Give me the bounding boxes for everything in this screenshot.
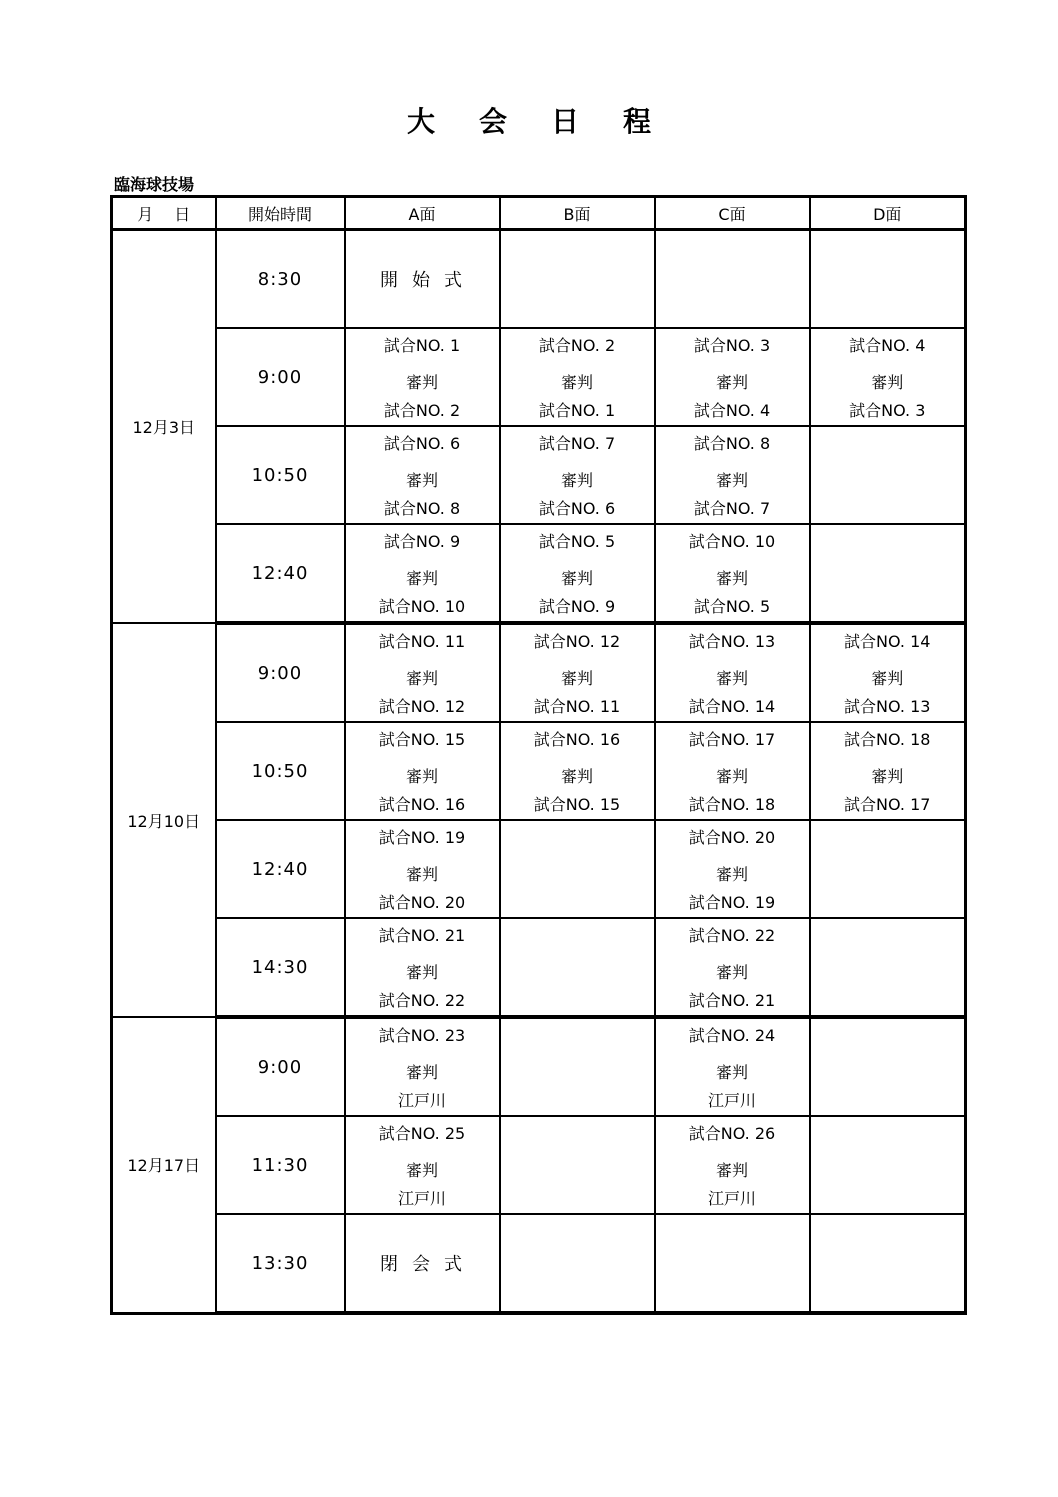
match-number: 試合NO. 22 bbox=[688, 926, 776, 945]
empty-court-cell bbox=[655, 230, 810, 329]
referee-assignment: 試合NO. 4 bbox=[693, 401, 771, 420]
match-number: 試合NO. 1 bbox=[383, 336, 461, 355]
header-court-b: B面 bbox=[500, 197, 655, 230]
court-cell bbox=[345, 1116, 500, 1214]
referee-label: 審判 bbox=[405, 668, 438, 688]
header-row bbox=[112, 197, 966, 230]
referee-assignment: 試合NO. 18 bbox=[688, 795, 776, 814]
referee-assignment: 試合NO. 7 bbox=[693, 499, 771, 518]
match-number: 試合NO. 25 bbox=[378, 1124, 466, 1143]
schedule-row bbox=[112, 722, 966, 820]
title-char: 程 bbox=[623, 105, 652, 138]
match-block bbox=[656, 1117, 809, 1213]
match-number: 試合NO. 9 bbox=[383, 532, 461, 551]
header-court-a: A面 bbox=[345, 197, 500, 230]
referee-label: 審判 bbox=[405, 470, 438, 490]
court-cell bbox=[500, 524, 655, 623]
referee-label: 審判 bbox=[560, 470, 593, 490]
referee-label: 審判 bbox=[715, 470, 748, 490]
ceremony-char: 会 bbox=[412, 1254, 432, 1275]
start-time-cell: 9:00 bbox=[216, 623, 345, 722]
empty-court-cell bbox=[500, 820, 655, 918]
match-number: 試合NO. 4 bbox=[849, 336, 926, 355]
header-court-d: D面 bbox=[810, 197, 966, 230]
empty-court-cell bbox=[500, 1116, 655, 1214]
match-block bbox=[656, 329, 809, 425]
match-number: 試合NO. 18 bbox=[844, 730, 931, 749]
match-number: 試合NO. 7 bbox=[538, 434, 616, 453]
match-number: 試合NO. 26 bbox=[688, 1124, 776, 1143]
court-cell bbox=[655, 1116, 810, 1214]
referee-label: 審判 bbox=[871, 372, 904, 392]
court-cell bbox=[810, 623, 966, 722]
closing-ceremony-label bbox=[346, 1250, 499, 1276]
court-cell bbox=[500, 623, 655, 722]
start-time-cell: 9:00 bbox=[216, 1017, 345, 1116]
referee-assignment: 江戸川 bbox=[707, 1189, 756, 1208]
match-block bbox=[656, 919, 809, 1015]
empty-court-cell bbox=[810, 1116, 966, 1214]
title-char: 大 bbox=[406, 105, 435, 138]
schedule-row bbox=[112, 1214, 966, 1313]
date-cell: 12月10日 bbox=[112, 623, 216, 1017]
match-number: 試合NO. 11 bbox=[378, 632, 466, 651]
court-cell bbox=[655, 623, 810, 722]
start-time-cell: 9:00 bbox=[216, 328, 345, 426]
schedule-row bbox=[112, 524, 966, 623]
schedule-row bbox=[112, 426, 966, 524]
referee-assignment: 試合NO. 20 bbox=[378, 893, 466, 912]
match-number: 試合NO. 16 bbox=[533, 730, 621, 749]
match-block bbox=[501, 723, 654, 819]
start-time-cell: 12:40 bbox=[216, 524, 345, 623]
court-cell bbox=[500, 328, 655, 426]
court-cell bbox=[500, 426, 655, 524]
referee-assignment: 江戸川 bbox=[397, 1189, 446, 1208]
match-number: 試合NO. 10 bbox=[688, 532, 776, 551]
venue-label: 臨海球技場 bbox=[114, 175, 195, 194]
referee-assignment: 試合NO. 16 bbox=[378, 795, 466, 814]
match-block bbox=[656, 625, 809, 721]
match-block bbox=[346, 723, 499, 819]
match-number: 試合NO. 13 bbox=[688, 632, 776, 651]
match-number: 試合NO. 15 bbox=[378, 730, 466, 749]
match-block bbox=[656, 723, 809, 819]
referee-assignment: 試合NO. 15 bbox=[533, 795, 621, 814]
referee-label: 審判 bbox=[871, 766, 904, 786]
court-cell bbox=[345, 1017, 500, 1116]
referee-label: 審判 bbox=[560, 766, 593, 786]
match-number: 試合NO. 19 bbox=[378, 828, 466, 847]
schedule-row bbox=[112, 1017, 966, 1116]
match-number: 試合NO. 21 bbox=[378, 926, 466, 945]
court-cell bbox=[810, 328, 966, 426]
empty-court-cell bbox=[500, 918, 655, 1017]
match-number: 試合NO. 14 bbox=[844, 632, 931, 651]
match-number: 試合NO. 6 bbox=[383, 434, 461, 453]
start-time-cell: 12:40 bbox=[216, 820, 345, 918]
referee-label: 審判 bbox=[405, 372, 438, 392]
referee-label: 審判 bbox=[871, 668, 904, 688]
empty-court-cell bbox=[810, 1017, 966, 1116]
empty-court-cell bbox=[810, 524, 966, 623]
match-block bbox=[346, 329, 499, 425]
header-time: 開始時間 bbox=[216, 197, 345, 230]
referee-label: 審判 bbox=[405, 766, 438, 786]
court-cell bbox=[655, 1017, 810, 1116]
referee-assignment: 試合NO. 21 bbox=[688, 991, 776, 1010]
referee-label: 審判 bbox=[560, 568, 593, 588]
match-number: 試合NO. 24 bbox=[688, 1026, 776, 1045]
title-char: 日 bbox=[551, 105, 580, 138]
court-cell bbox=[345, 820, 500, 918]
start-time-cell: 10:50 bbox=[216, 722, 345, 820]
match-block bbox=[346, 1117, 499, 1213]
match-number: 試合NO. 17 bbox=[688, 730, 776, 749]
empty-court-cell bbox=[810, 820, 966, 918]
referee-assignment: 江戸川 bbox=[397, 1091, 446, 1110]
match-number: 試合NO. 12 bbox=[533, 632, 621, 651]
referee-label: 審判 bbox=[405, 1160, 438, 1180]
referee-label: 審判 bbox=[560, 372, 593, 392]
match-block bbox=[346, 427, 499, 523]
match-block bbox=[346, 919, 499, 1015]
date-cell: 12月3日 bbox=[112, 230, 216, 624]
court-cell bbox=[655, 722, 810, 820]
court-cell bbox=[345, 722, 500, 820]
court-cell bbox=[500, 722, 655, 820]
referee-label: 審判 bbox=[405, 1062, 438, 1082]
match-block bbox=[501, 525, 654, 621]
match-block bbox=[811, 625, 965, 721]
referee-label: 審判 bbox=[715, 1062, 748, 1082]
court-cell bbox=[655, 426, 810, 524]
match-number: 試合NO. 8 bbox=[693, 434, 771, 453]
court-cell bbox=[345, 524, 500, 623]
referee-assignment: 試合NO. 22 bbox=[378, 991, 466, 1010]
match-block bbox=[656, 525, 809, 621]
referee-assignment: 試合NO. 8 bbox=[383, 499, 461, 518]
date-cell: 12月17日 bbox=[112, 1017, 216, 1313]
court-cell bbox=[345, 328, 500, 426]
start-time-cell: 13:30 bbox=[216, 1214, 345, 1313]
header-court-c: C面 bbox=[655, 197, 810, 230]
match-block bbox=[656, 821, 809, 917]
referee-label: 審判 bbox=[715, 962, 748, 982]
empty-court-cell bbox=[810, 426, 966, 524]
referee-assignment: 試合NO. 3 bbox=[849, 401, 926, 420]
empty-court-cell bbox=[500, 1017, 655, 1116]
court-cell bbox=[345, 918, 500, 1017]
schedule-row bbox=[112, 230, 966, 329]
match-block bbox=[501, 427, 654, 523]
referee-label: 審判 bbox=[715, 766, 748, 786]
start-time-cell: 10:50 bbox=[216, 426, 345, 524]
referee-assignment: 試合NO. 19 bbox=[688, 893, 776, 912]
match-block bbox=[501, 329, 654, 425]
match-number: 試合NO. 2 bbox=[538, 336, 616, 355]
schedule-body bbox=[112, 230, 966, 1314]
schedule-row bbox=[112, 1116, 966, 1214]
referee-label: 審判 bbox=[405, 568, 438, 588]
empty-court-cell bbox=[810, 230, 966, 329]
referee-label: 審判 bbox=[405, 864, 438, 884]
match-block bbox=[346, 821, 499, 917]
match-number: 試合NO. 3 bbox=[693, 336, 771, 355]
referee-assignment: 試合NO. 14 bbox=[688, 697, 776, 716]
match-block bbox=[811, 723, 965, 819]
referee-label: 審判 bbox=[405, 962, 438, 982]
referee-assignment: 試合NO. 1 bbox=[538, 401, 616, 420]
match-block bbox=[656, 1019, 809, 1115]
ceremony-char: 開 bbox=[380, 270, 400, 291]
schedule-row bbox=[112, 328, 966, 426]
empty-court-cell bbox=[810, 918, 966, 1017]
referee-assignment: 試合NO. 17 bbox=[844, 795, 931, 814]
court-cell bbox=[345, 426, 500, 524]
court-cell bbox=[655, 328, 810, 426]
ceremony-char: 式 bbox=[444, 1254, 464, 1275]
schedule-row bbox=[112, 623, 966, 722]
referee-label: 審判 bbox=[715, 864, 748, 884]
referee-assignment: 試合NO. 10 bbox=[378, 597, 466, 616]
schedule-row bbox=[112, 918, 966, 1017]
match-block bbox=[656, 427, 809, 523]
referee-assignment: 試合NO. 13 bbox=[844, 697, 931, 716]
referee-assignment: 試合NO. 5 bbox=[693, 597, 771, 616]
ceremony-char: 閉 bbox=[380, 1254, 400, 1275]
start-time-cell: 8:30 bbox=[216, 230, 345, 329]
referee-assignment: 江戸川 bbox=[707, 1091, 756, 1110]
referee-label: 審判 bbox=[715, 1160, 748, 1180]
referee-label: 審判 bbox=[715, 372, 748, 392]
page-title bbox=[0, 100, 1058, 140]
match-block bbox=[346, 625, 499, 721]
court-cell bbox=[345, 623, 500, 722]
court-cell bbox=[655, 918, 810, 1017]
empty-court-cell bbox=[500, 230, 655, 329]
court-cell bbox=[655, 524, 810, 623]
match-block bbox=[811, 329, 965, 425]
referee-label: 審判 bbox=[560, 668, 593, 688]
start-time-cell: 11:30 bbox=[216, 1116, 345, 1214]
title-char: 会 bbox=[478, 105, 507, 138]
ceremony-char: 式 bbox=[444, 270, 464, 291]
court-cell bbox=[655, 820, 810, 918]
match-block bbox=[501, 625, 654, 721]
opening-ceremony-label bbox=[346, 266, 499, 292]
header-date: 月 日 bbox=[112, 197, 216, 230]
referee-assignment: 試合NO. 11 bbox=[533, 697, 621, 716]
court-cell bbox=[810, 722, 966, 820]
schedule-row bbox=[112, 820, 966, 918]
match-block bbox=[346, 1019, 499, 1115]
referee-assignment: 試合NO. 9 bbox=[538, 597, 616, 616]
empty-court-cell bbox=[810, 1214, 966, 1313]
empty-court-cell bbox=[655, 1214, 810, 1313]
match-number: 試合NO. 23 bbox=[378, 1026, 466, 1045]
opening-ceremony-cell bbox=[345, 230, 500, 329]
start-time-cell: 14:30 bbox=[216, 918, 345, 1017]
empty-court-cell bbox=[500, 1214, 655, 1313]
referee-label: 審判 bbox=[715, 668, 748, 688]
closing-ceremony-cell bbox=[345, 1214, 500, 1313]
schedule-table bbox=[110, 195, 967, 1315]
match-number: 試合NO. 20 bbox=[688, 828, 776, 847]
referee-assignment: 試合NO. 12 bbox=[378, 697, 466, 716]
referee-assignment: 試合NO. 6 bbox=[538, 499, 616, 518]
match-number: 試合NO. 5 bbox=[538, 532, 616, 551]
match-block bbox=[346, 525, 499, 621]
referee-label: 審判 bbox=[715, 568, 748, 588]
referee-assignment: 試合NO. 2 bbox=[383, 401, 461, 420]
ceremony-char: 始 bbox=[412, 270, 432, 291]
